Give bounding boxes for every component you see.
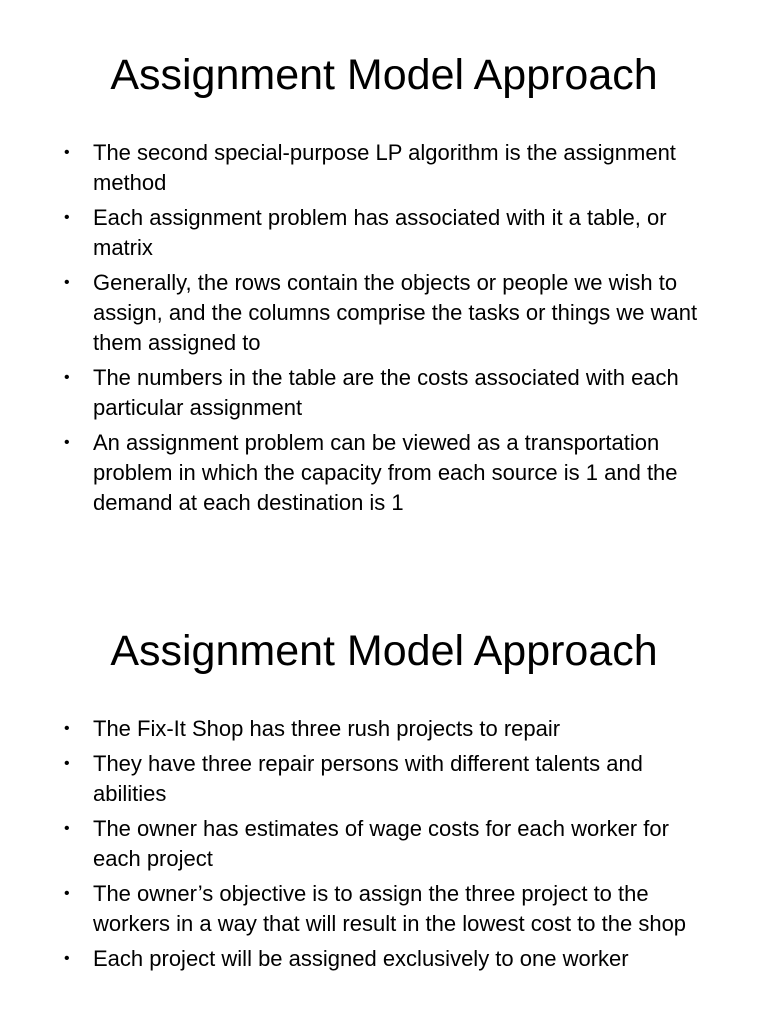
- bullet-point-icon: •: [64, 720, 70, 737]
- bullet-text: The owner’s objective is to assign the three project to the workers in a way that will result in the lowest cost to the shop: [93, 881, 687, 936]
- bullet-item: [64, 714, 714, 744]
- bullet-point-icon: •: [64, 755, 70, 772]
- slide-title: Assignment Model Approach: [110, 51, 658, 99]
- bullet-item: [64, 879, 714, 939]
- bullet-point-icon: •: [64, 274, 70, 291]
- bullet-point-icon: •: [64, 950, 70, 967]
- bullet-item: [64, 428, 714, 518]
- bullet-text: The numbers in the table are the costs associated with each particular assignment: [93, 365, 679, 420]
- bullet-text: The Fix-It Shop has three rush projects to repair: [93, 716, 561, 741]
- bullet-text: An assignment problem can be viewed as a transportation problem in which the capacity from each source is 1 and the demand at each destination is 1: [93, 430, 678, 515]
- bullet-list: [64, 714, 714, 979]
- bullet-text: The second special-purpose LP algorithm is the assignment method: [93, 140, 676, 195]
- bullet-point-icon: •: [64, 820, 70, 837]
- bullet-item: [64, 203, 714, 263]
- bullet-item: [64, 268, 714, 358]
- bullet-item: [64, 749, 714, 809]
- bullet-text: Generally, the rows contain the objects or people we wish to assign, and the columns comprise the tasks or things we want them assigned to: [93, 270, 698, 355]
- bullet-text: They have three repair persons with different talents and abilities: [93, 751, 643, 806]
- bullet-point-icon: •: [64, 209, 70, 226]
- bullet-point-icon: •: [64, 369, 70, 386]
- bullet-text: Each assignment problem has associated with it a table, or matrix: [93, 205, 667, 260]
- slide-title: Assignment Model Approach: [110, 627, 658, 675]
- bullet-list: [64, 138, 714, 523]
- bullet-text: Each project will be assigned exclusively to one worker: [93, 946, 629, 971]
- bullet-item: [64, 363, 714, 423]
- bullet-item: [64, 814, 714, 874]
- bullet-item: [64, 944, 714, 974]
- bullet-item: [64, 138, 714, 198]
- bullet-point-icon: •: [64, 434, 70, 451]
- bullet-text: The owner has estimates of wage costs for each worker for each project: [93, 816, 669, 871]
- bullet-point-icon: •: [64, 144, 70, 161]
- bullet-point-icon: •: [64, 885, 70, 902]
